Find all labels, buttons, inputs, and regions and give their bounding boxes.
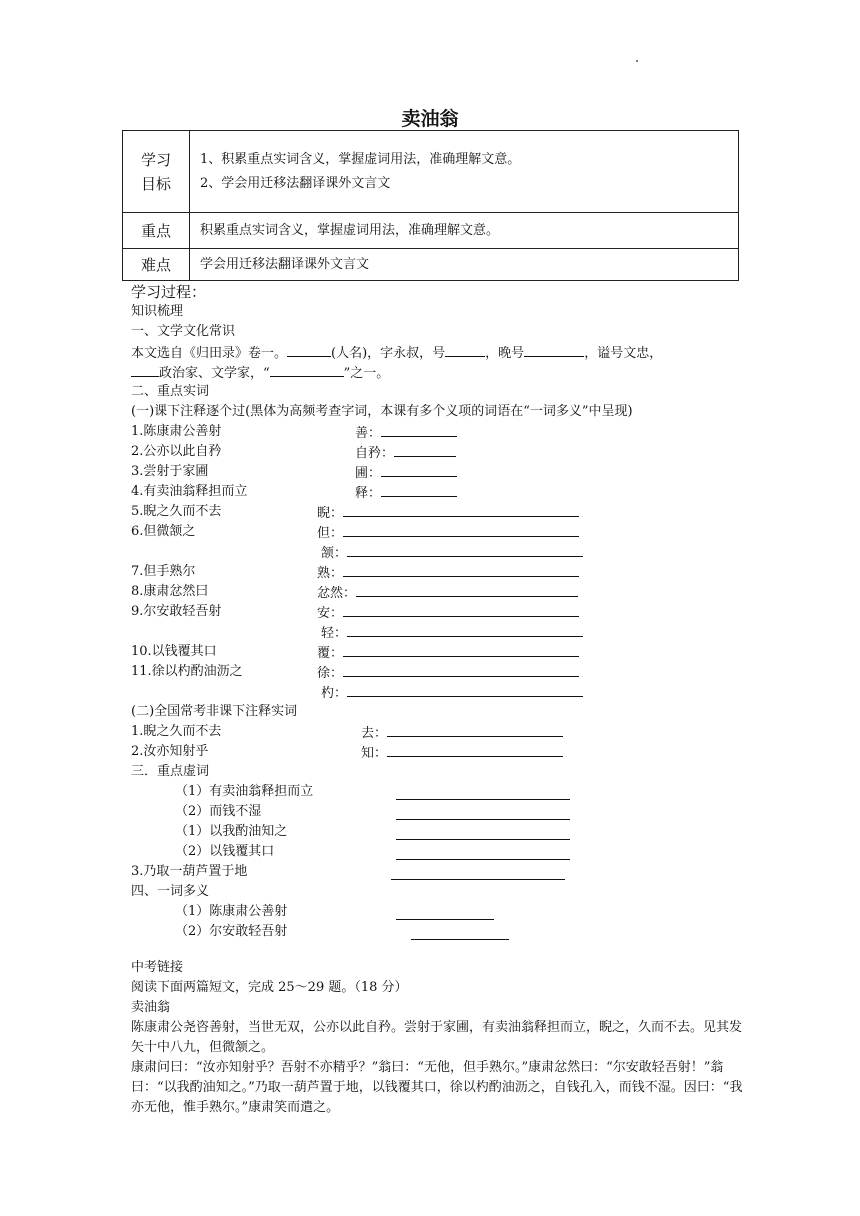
answer-blank[interactable]	[381, 422, 457, 437]
vocab-text: 10.以钱覆其口	[131, 644, 217, 659]
function-word-row	[131, 782, 751, 802]
vocab-word-wrap	[355, 482, 457, 504]
section1-line1	[131, 342, 751, 362]
polysemy-text: （2）尔安敢轻吾射	[175, 924, 288, 939]
vocab-word-wrap	[355, 462, 457, 484]
answer-blank[interactable]	[347, 542, 583, 557]
answer-blank[interactable]	[347, 622, 583, 637]
function-word-text: （2）而钱不湿	[175, 804, 262, 819]
answer-blank[interactable]	[396, 905, 494, 920]
goals-head	[123, 131, 190, 213]
vocab-word: 睨：	[317, 506, 344, 521]
vocab-word: 杓：	[321, 686, 348, 701]
section3-heading: 三．重点虚词	[131, 764, 210, 779]
answer-blank[interactable]	[381, 462, 457, 477]
learning-goals-table	[122, 130, 739, 281]
answer-blank[interactable]	[343, 602, 579, 617]
function-word-row	[131, 822, 751, 842]
vocab-word-wrap	[317, 582, 578, 604]
vocab-row	[131, 582, 751, 602]
answer-blank[interactable]	[396, 845, 570, 860]
vocab-row	[131, 722, 751, 742]
answer-blank[interactable]	[396, 825, 570, 840]
vocab-text: 11.徐以杓酌油沥之	[131, 664, 243, 679]
function-word-row	[131, 842, 751, 862]
vocab-row	[131, 602, 751, 622]
answer-blank[interactable]	[387, 742, 563, 757]
section4-heading: 四、一词多义	[131, 884, 210, 899]
vocab-text: 2.汝亦知射乎	[131, 744, 209, 759]
vocab-row	[131, 542, 751, 562]
vocab-text: 3.尝射于家圃	[131, 464, 209, 479]
knowledge-label: 知识梳理	[131, 304, 184, 319]
goals-row	[123, 131, 739, 213]
vocab-text: 6.但微颔之	[131, 524, 196, 539]
polysemy-text: （1）陈康肃公善射	[175, 904, 288, 919]
exam-instruction: 阅读下面两篇短文，完成 25～29 题。（18 分）	[131, 980, 408, 995]
polysemy-row	[131, 902, 751, 922]
section2-sub2: (二)全国常考非课下注释实词	[131, 704, 298, 719]
spacer	[131, 942, 751, 958]
vocab-row	[131, 502, 751, 522]
vocab-word: 轻：	[321, 626, 348, 641]
key-row	[123, 213, 739, 249]
vocab-word-wrap	[355, 422, 457, 444]
section1-line2	[131, 362, 751, 382]
key-head: 重点	[123, 213, 190, 249]
page-title: 卖油翁	[401, 108, 459, 130]
vocab-word-wrap	[361, 722, 563, 744]
s1-text-b: (人名)，字永叔，号	[331, 346, 446, 361]
process-label: 学习过程：	[131, 283, 207, 301]
vocab-row	[131, 522, 751, 542]
vocab-word-wrap	[317, 562, 579, 584]
s1-text-f: ”之一。	[343, 366, 390, 381]
vocab-word: 圃：	[355, 466, 382, 481]
goals-head-label-2: 目标	[140, 174, 171, 193]
vocab-word: 安：	[317, 606, 344, 621]
exam-heading: 中考链接	[131, 960, 184, 975]
vocab-row	[131, 742, 751, 762]
vocab-row	[131, 482, 751, 502]
section1-heading: 一、文学文化常识	[131, 324, 236, 339]
answer-blank[interactable]	[347, 682, 583, 697]
vocab-text: 5.睨之久而不去	[131, 504, 222, 519]
vocab-row	[131, 662, 751, 682]
answer-blank[interactable]	[356, 582, 578, 597]
passage-title: 卖油翁	[131, 1000, 171, 1015]
answer-blank[interactable]	[387, 722, 563, 737]
vocab-text: 8.康肃忿然曰	[131, 584, 209, 599]
vocab-word-wrap	[317, 642, 579, 664]
s1-text-d: ，谥号文忠，	[584, 346, 663, 361]
fill-blank-wanhao[interactable]	[524, 342, 584, 357]
difficulty-head: 难点	[123, 249, 190, 281]
vocab-word-wrap	[355, 442, 456, 464]
vocab-word: 自矜：	[355, 446, 395, 461]
vocab-word: 熟：	[317, 566, 344, 581]
vocab-row	[131, 622, 751, 642]
fill-blank-author[interactable]	[287, 342, 331, 357]
answer-blank[interactable]	[394, 442, 456, 457]
vocab-word-wrap	[317, 522, 579, 544]
vocab-word: 去：	[361, 726, 388, 741]
answer-blank[interactable]	[343, 662, 579, 677]
difficulty-body: 学会用迁移法翻译课外文言文	[190, 249, 739, 281]
vocab-word: 知：	[361, 746, 388, 761]
vocab-word-wrap	[321, 622, 583, 644]
polysemy-row	[131, 922, 751, 942]
vocab-word: 释：	[355, 486, 382, 501]
vocab-word-wrap	[321, 682, 583, 704]
vocab-text: 1.睨之久而不去	[131, 724, 222, 739]
function-word-text: （1）有卖油翁释担而立	[175, 784, 314, 799]
answer-blank[interactable]	[343, 642, 579, 657]
s1-text-a: 本文选自《归田录》卷一。	[131, 346, 288, 361]
answer-blank[interactable]	[391, 865, 565, 880]
answer-blank[interactable]	[343, 502, 579, 517]
vocab-text: 7.但手熟尔	[131, 564, 196, 579]
corner-dot	[636, 60, 638, 62]
vocab-word-wrap	[321, 542, 583, 564]
worksheet-body	[131, 282, 751, 1118]
passage-paragraph-2: 康肃问曰：“汝亦知射乎？吾射不亦精乎？”翁曰：“无他，但手熟尔。”康肃忿然曰：“尔安敢轻吾射！”翁曰：“以我酌油知之。”乃取一葫芦置于地，以钱覆其口，徐以杓酌油沥之，自钱孔入，而钱不湿。因曰：“我亦无他，惟手熟尔。”康肃笑而遣之。	[131, 1060, 743, 1115]
vocab-word: 徐：	[317, 666, 344, 681]
answer-blank[interactable]	[381, 482, 457, 497]
fill-blank-group[interactable]	[270, 362, 344, 377]
vocab-word: 但：	[317, 526, 344, 541]
function-word-row	[131, 802, 751, 822]
vocab-word: 善：	[355, 426, 382, 441]
vocab-word-wrap	[317, 602, 579, 624]
vocab-word: 覆：	[317, 646, 344, 661]
function-word-row	[131, 862, 751, 882]
answer-blank[interactable]	[343, 522, 579, 537]
vocab-row	[131, 682, 751, 702]
vocab-text: 1.陈康肃公善射	[131, 424, 222, 439]
s1-text-e: 政治家、文学家，“	[159, 366, 270, 381]
vocab-text: 2.公亦以此自矜	[131, 444, 222, 459]
vocab-word: 颔：	[321, 546, 348, 561]
passage-paragraph-1: 陈康肃公尧咨善射，当世无双，公亦以此自矜。尝射于家圃，有卖油翁释担而立，睨之，久而不去。见其发矢十中八九，但微颔之。	[131, 1020, 743, 1055]
vocab-row	[131, 642, 751, 662]
vocab-text: 9.尔安敢轻吾射	[131, 604, 222, 619]
answer-blank[interactable]	[396, 805, 570, 820]
vocab-row	[131, 442, 751, 462]
vocab-word-wrap	[317, 502, 579, 524]
function-word-text: （2）以钱覆其口	[175, 844, 275, 859]
fill-blank-hao[interactable]	[445, 342, 485, 357]
answer-blank[interactable]	[396, 785, 570, 800]
function-word-text: （1）以我酌油知之	[175, 824, 288, 839]
difficulty-row	[123, 249, 739, 281]
vocab-row	[131, 562, 751, 582]
answer-blank[interactable]	[411, 925, 509, 940]
goal-line-2: 2、学会用迁移法翻译课外文言文	[200, 175, 391, 191]
vocab-word-wrap	[361, 742, 563, 764]
vocab-text: 4.有卖油翁释担而立	[131, 484, 248, 499]
key-body: 积累重点实词含义，掌握虚词用法，准确理解文意。	[190, 213, 739, 249]
goal-line-1: 1、积累重点实词含义，掌握虚词用法，准确理解文意。	[200, 151, 521, 167]
section2-heading: 二、重点实词	[131, 384, 210, 399]
section2-sub1: (一)课下注释逐个过(黑体为高频考查字词，本课有多个义项的词语在“一词多义”中呈现)	[131, 404, 633, 419]
vocab-row	[131, 422, 751, 442]
vocab-word-wrap	[317, 662, 579, 684]
vocab-row	[131, 462, 751, 482]
function-word-text: 3.乃取一葫芦置于地	[131, 864, 248, 879]
answer-blank[interactable]	[343, 562, 579, 577]
s1-text-c: ，晚号	[485, 346, 525, 361]
fill-blank-dynasty[interactable]	[131, 362, 159, 377]
vocab-word: 忿然：	[317, 586, 357, 601]
goals-head-label-1: 学习	[140, 150, 171, 169]
goals-body	[190, 131, 739, 213]
